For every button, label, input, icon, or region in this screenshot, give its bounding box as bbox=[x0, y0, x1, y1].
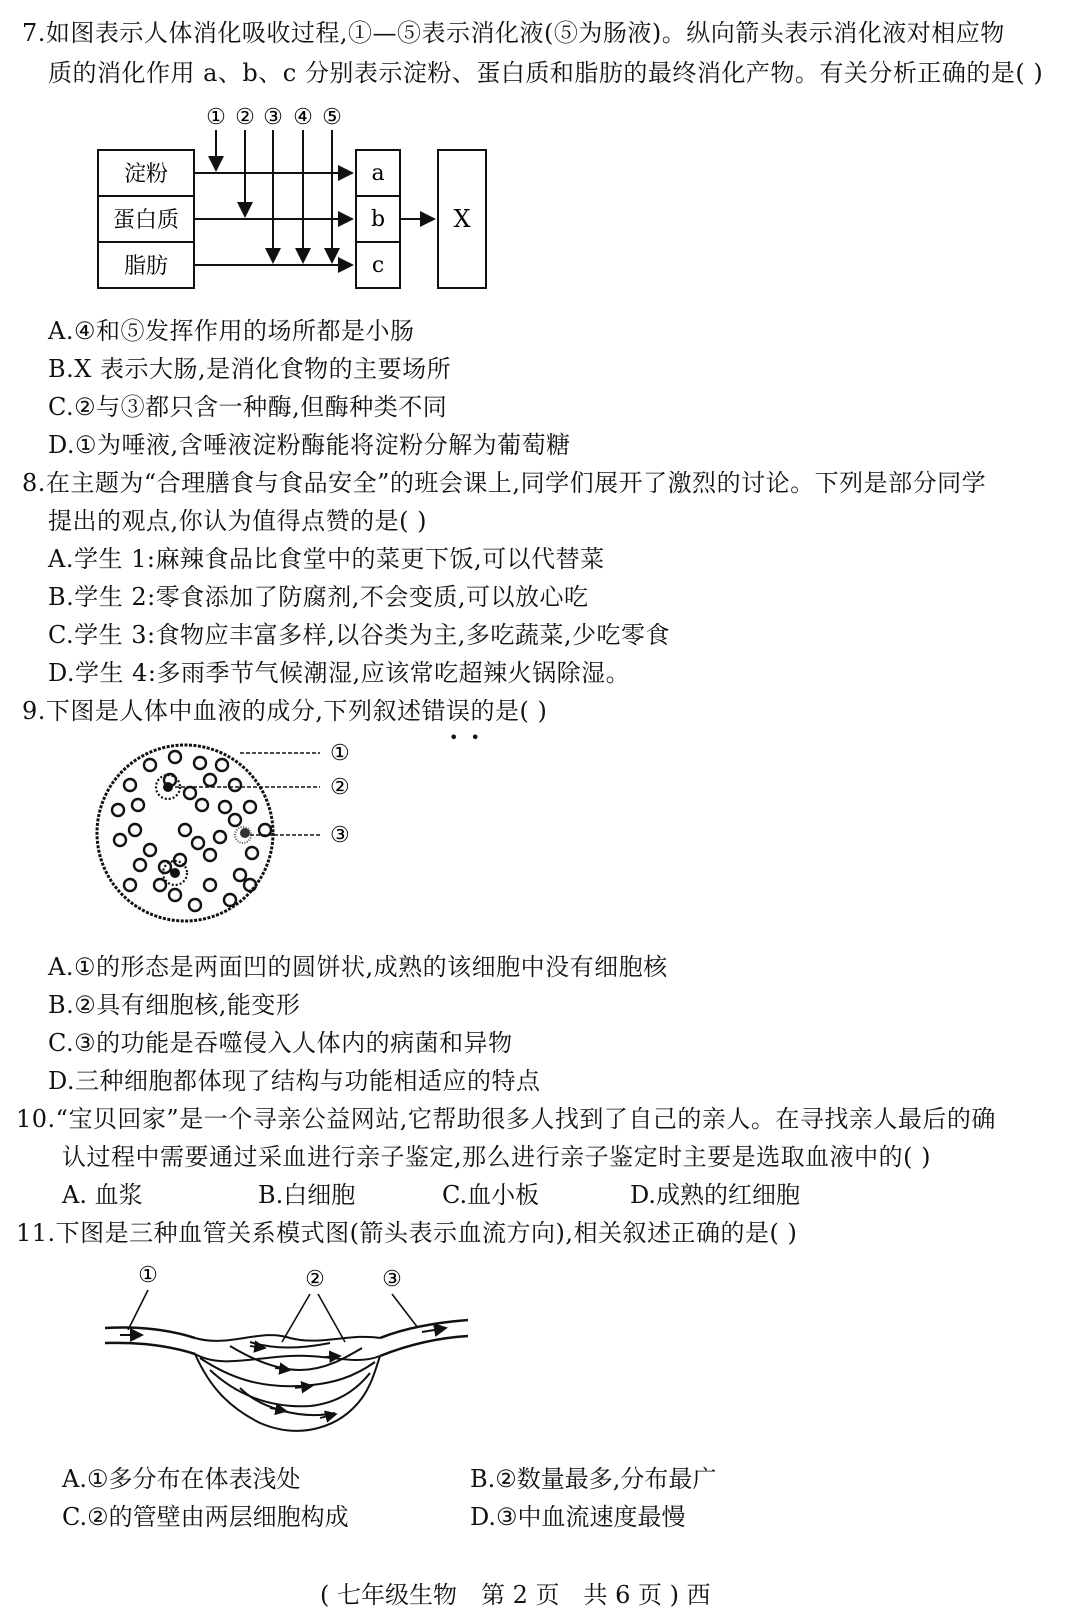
q7-digestion-diagram bbox=[90, 100, 510, 300]
q8-option-c: C.学生 3:食物应丰富多样,以谷类为主,多吃蔬菜,少吃零食 bbox=[48, 621, 671, 649]
q10-option-a: A. 血浆 bbox=[62, 1181, 143, 1209]
emphasis-dots: •• bbox=[449, 728, 492, 747]
q7-option-b: B.X 表示大肠,是消化食物的主要场所 bbox=[48, 355, 452, 383]
q11-blood-vessel-diagram bbox=[100, 1258, 480, 1458]
q9-label-1: ① bbox=[330, 741, 350, 766]
q9-blood-cells-diagram bbox=[90, 735, 380, 940]
q7-nutrient-fat: 脂肪 bbox=[123, 254, 169, 279]
q8-stem-line2: 提出的观点,你认为值得点赞的是( ) bbox=[48, 507, 427, 535]
q7-product-b: b bbox=[370, 207, 386, 232]
q9-stem: 9.下图是人体中血液的成分,下列叙述错误的是( ) bbox=[22, 697, 548, 725]
q9-option-a: A.①的形态是两面凹的圆饼状,成熟的该细胞中没有细胞核 bbox=[48, 953, 668, 981]
q9-option-b: B.②具有细胞核,能变形 bbox=[48, 991, 301, 1019]
q11-stem: 11.下图是三种血管关系模式图(箭头表示血流方向),相关叙述正确的是( ) bbox=[16, 1219, 798, 1247]
q8-option-d: D.学生 4:多雨季节气候潮湿,应该常吃超辣火锅除湿。 bbox=[48, 659, 631, 687]
q11-label-1: ① bbox=[138, 1263, 158, 1288]
q7-enzyme-label-4: ④ bbox=[293, 105, 313, 130]
q7-product-a: a bbox=[371, 161, 385, 186]
page-footer: ( 七年级生物 第 2 页 共 6 页 ) 西 bbox=[320, 1581, 711, 1609]
q7-stem-line2: 质的消化作用 a、b、c 分别表示淀粉、蛋白质和脂肪的最终消化产物。有关分析正确的是( ) bbox=[48, 59, 1044, 87]
q7-option-c: C.②与③都只含一种酶,但酶种类不同 bbox=[48, 393, 448, 421]
q8-stem-line1: 8.在主题为“合理膳食与食品安全”的班会课上,同学们展开了激烈的讨论。下列是部分同学 bbox=[22, 469, 987, 497]
q10-option-c: C.血小板 bbox=[442, 1181, 540, 1209]
q7-enzyme-label-3: ③ bbox=[263, 105, 283, 130]
q8-option-a: A.学生 1:麻辣食品比食堂中的菜更下饭,可以代替菜 bbox=[48, 545, 605, 573]
q10-option-b: B.白细胞 bbox=[258, 1181, 356, 1209]
q11-option-c: C.②的管壁由两层细胞构成 bbox=[62, 1503, 349, 1531]
q7-target-x: X bbox=[453, 205, 471, 233]
q9-label-3: ③ bbox=[330, 823, 350, 848]
q11-option-a: A.①多分布在体表浅处 bbox=[62, 1465, 301, 1493]
q7-option-d: D.①为唾液,含唾液淀粉酶能将淀粉分解为葡萄糖 bbox=[48, 431, 571, 459]
q7-enzyme-label-2: ② bbox=[235, 105, 255, 130]
q7-option-a: A.④和⑤发挥作用的场所都是小肠 bbox=[48, 317, 415, 345]
q11-label-3: ③ bbox=[382, 1267, 402, 1292]
q7-enzyme-label-5: ⑤ bbox=[322, 105, 342, 130]
q9-option-c: C.③的功能是吞噬侵入人体内的病菌和异物 bbox=[48, 1029, 513, 1057]
q10-stem-line1: 10.“宝贝回家”是一个寻亲公益网站,它帮助很多人找到了自己的亲人。在寻找亲人最后的确 bbox=[16, 1105, 996, 1133]
q11-label-2: ② bbox=[305, 1267, 325, 1292]
q9-option-d: D.三种细胞都体现了结构与功能相适应的特点 bbox=[48, 1067, 541, 1095]
q10-stem-line2: 认过程中需要通过采血进行亲子鉴定,那么进行亲子鉴定时主要是选取血液中的( ) bbox=[62, 1143, 931, 1171]
q10-option-d: D.成熟的红细胞 bbox=[630, 1181, 801, 1209]
q8-option-b: B.学生 2:零食添加了防腐剂,不会变质,可以放心吃 bbox=[48, 583, 589, 611]
q7-product-c: c bbox=[371, 253, 385, 278]
q11-option-d: D.③中血流速度最慢 bbox=[470, 1503, 686, 1531]
q7-enzyme-label-1: ① bbox=[206, 105, 226, 130]
q11-option-b: B.②数量最多,分布最广 bbox=[470, 1465, 717, 1493]
q7-nutrient-starch: 淀粉 bbox=[123, 162, 169, 187]
q9-label-2: ② bbox=[330, 775, 350, 800]
q7-nutrient-protein: 蛋白质 bbox=[112, 208, 180, 233]
q7-stem-line1: 7.如图表示人体消化吸收过程,①—⑤表示消化液(⑤为肠液)。纵向箭头表示消化液对相应物 bbox=[22, 19, 1005, 47]
